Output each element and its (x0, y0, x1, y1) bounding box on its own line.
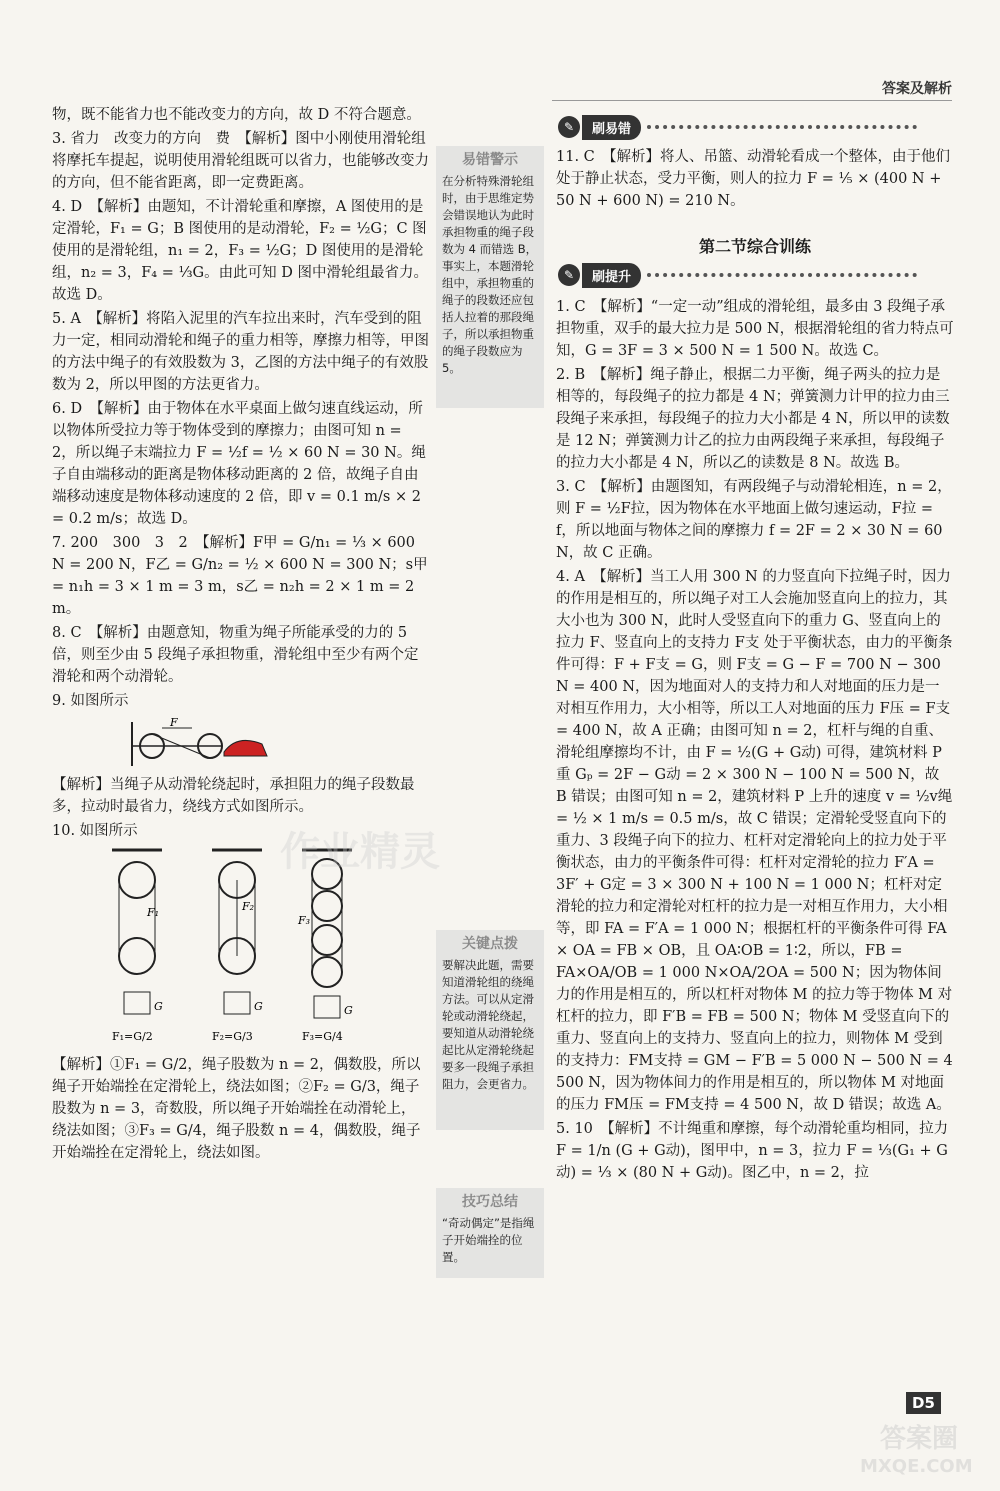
pulley-3 (297, 850, 353, 1043)
f2-formula: F₂=G/3 (212, 1030, 253, 1043)
page-number: D5 (906, 1392, 941, 1414)
header-rule (552, 100, 952, 101)
side-note-title: 技巧总结 (462, 1194, 518, 1210)
f3-label: F₃ (298, 914, 311, 927)
answer-4: 4. D 【解析】由题知，不计滑轮重和摩擦，A 图使用的是定滑轮，F₁ = G；B 图使用的是动滑轮，F₂ = ½G；C 图使用的是滑轮组，n₁ = 2，F₃ = ½G；D 图使用的是滑轮组，n₂ = 3，F₄ = ⅓G。由此可知 D 图中滑轮组最省力。故选 D。 (52, 199, 428, 303)
answer-1: 1. C 【解析】“一定一动”组成的滑轮组，最多由 3 段绳子承担物重，双手的最大拉力是 500 N，根据滑轮组的省力特点可知，G = 3F = 3 × 500 N = 1 500 N。故选 C。 (556, 299, 954, 359)
answer-6: 6. D 【解析】由于物体在水平桌面上做匀速直线运动，所以物体所受拉力等于物体受到的摩擦力；由图可知 n = 2，所以绳子末端拉力 F = ½f = ½ × 60 N = 30 N。绳子自由端移动的距离是物体移动距离的 2 倍，故绳子自由端移动速度是物体移动速度的 2 倍，即 v = 0.1 m/s × 2 = 0.2 m/s；故选 D。 (52, 401, 426, 527)
side-note-tip (436, 1188, 544, 1278)
answer-9-analysis: 【解析】当绳子从动滑轮绕起时，承担阻力的绳子段数最多，拉动时最省力，绕线方式如图所示。 (52, 777, 415, 815)
pulley-1 (112, 850, 163, 1043)
watermark-url: MXQE.COM (860, 1456, 973, 1477)
left-column (52, 104, 430, 1166)
section-label: 刷易错 (582, 115, 641, 140)
right-column-a (556, 146, 954, 214)
answer-3: 3. 省力 改变力的方向 费 【解析】图中小刚使用滑轮组将摩托车提起，说明使用滑轮组既可以省力，也能够改变力的方向，但不能省距离，即一定费距离。 (52, 131, 429, 191)
dotted-divider (647, 125, 917, 129)
answer-text: 物，既不能省力也不能改变力的方向，故 D 不符合题意。 (52, 107, 421, 123)
answer-2: 2. B 【解析】绳子静止，根据二力平衡，绳子两头的拉力是相等的，每段绳子的拉力都是 4 N；弹簧测力计甲的拉力由三段绳子来承担，每段绳子的拉力大小都是 4 N，所以甲的读数是 12 N；弹簧测力计乙的拉力由两段绳子来承担，每段绳子的拉力大小都是 4 N，所以乙的读数是 8 N。故选 B。 (556, 367, 950, 471)
answer-10: 10. 如图所示 (52, 823, 138, 839)
side-note-title: 关键点拨 (462, 936, 518, 952)
answer-7: 7. 200 300 3 2 【解析】F甲 = G/n₁ = ⅓ × 600 N = 200 N，F乙 = G/n₂ = ½ × 600 N = 300 N；s甲 = n₁h = 3 × 1 m = 3 m，s乙 = n₂h = 2 × 1 m = 2 m。 (52, 535, 428, 617)
side-note-key-point (436, 930, 544, 1130)
dotted-divider (647, 273, 917, 277)
f1-formula: F₁=G/2 (112, 1030, 153, 1043)
answer-8: 8. C 【解析】由题意知，物重为绳子所能承受的力的 5 倍，则至少由 5 段绳子承担物重，滑轮组中至少有两个定滑轮和两个动滑轮。 (52, 625, 419, 685)
side-note-title: 易错警示 (462, 152, 518, 168)
brush-icon: ✎ (558, 264, 580, 286)
section-bar-easy-wrong (558, 114, 917, 140)
answer-11: 11. C 【解析】将人、吊篮、动滑轮看成一个整体，由于他们处于静止状态，受力平衡，则人的拉力 F = ⅕ × (400 N + 50 N + 600 N) = 210 N。 (556, 149, 951, 209)
side-note-mistake (436, 146, 544, 408)
g-label: G (344, 1004, 353, 1017)
answer-5: 5. A 【解析】将陷入泥里的汽车拉出来时，汽车受到的阻力一定，相同动滑轮和绳子的重力相等，摩擦力相等，甲图的方法中绳子的有效股数为 3，乙图的方法中绳子的有效股数为 2，所以甲图的方法更省力。 (52, 311, 429, 393)
watermark-logo: 答案圈 (880, 1424, 959, 1454)
section-bar-improve (558, 262, 917, 288)
answer-4: 4. A 【解析】当工人用 300 N 的力竖直向下拉绳子时，因力的作用是相互的，所以绳子对工人会施加竖直向上的拉力，其大小也为 300 N，此时人受竖直向下的重力 G、竖直向上的拉力 F、竖直向上的支持力 F支 处于平衡状态，由力的平衡条件可得：F + F支 = G，则 F支 = G − F = 700 N − 300 N = 400 N，因为地面对人的支持力和人对地面的压力是一对相互作用力，大小相等，所以工人对地面的压力 F压 = F支 = 400 N，故 A 正确；由图可知 n = 2，杠杆与绳的自重、滑轮组摩擦均不计，由 F = ½(G + G动) 可得，建筑材料 P 重 Gₚ = 2F − G动 = 2 × 300 N − 100 N = 500 N，故 B 错误；由图可知 n = 2，建筑材料 P 上升的速度 v = ½v绳 = ½ × 1 m/s = 0.5 m/s，故 C 错误；定滑轮受竖直向下的重力、3 段绳子向下的拉力、杠杆对定滑轮向上的拉力处于平衡状态，由力的平衡条件可得：杠杆对定滑轮的拉力 F′A = 3F′ + G定 = 3 × 300 N + 100 N = 1 000 N；杠杆对定滑轮的拉力和定滑轮对杠杆的拉力是一对相互作用力，大小相等，即 FA = F′A = 1 000 N；根据杠杆的平衡条件可得 FA × OA = FB × OB，且 OA∶OB = 1∶2，所以，FB = FA×OA/OB = 1 000 N×OA/2OA = 500 N；因为物体间力的作用是相互的，所以杠杆对物体 M 的拉力等于物体 M 对杠杆的拉力，即 F′B = FB = 500 N；物体 M 受竖直向下的重力、竖直向上的支持力、竖直向上的拉力，则物体 M 受到的支持力：FM支持 = GM − F′B = 5 000 N − 500 N = 4 500 N，因为物体间力的作用是相互的，所以物体 M 对地面的压力 FM压 = FM支持 = 4 500 N，故 D 错误；故选 A。 (556, 569, 953, 1113)
g-label: G (154, 1000, 163, 1013)
f3-formula: F₃=G/4 (302, 1030, 343, 1043)
watermark-logo: 作业精灵 (280, 829, 440, 875)
f2-label: F₂ (242, 900, 255, 913)
answer-10-analysis: 【解析】①F₁ = G/2，绳子股数为 n = 2，偶数股，所以绳子开始端拴在定滑轮上，绕法如图；②F₂ = G/3，绳子股数为 n = 3，奇数股，所以绳子开始端拴在动滑轮上，绕法如图；③F₃ = G/4，绳子股数 n = 4，偶数股，绳子开始端拴在定滑轮上，绕法如图。 (52, 1057, 421, 1161)
side-note-text: 要解决此题，需要知道滑轮组的绕绳方法。可以从定滑轮或动滑轮绕起，要知道从动滑轮绕起比从定滑轮绕起要多一段绳子承担阻力，会更省力。 (442, 958, 534, 1091)
g-label: G (254, 1000, 263, 1013)
f1-label: F₁ (147, 906, 160, 919)
pulley-2 (212, 850, 263, 1043)
page-header: 答案及解析 (882, 81, 952, 97)
side-note-text: 在分析特殊滑轮组时，由于思维定势会错误地认为此时承担物重的绳子段数为 4 而错选 B，事实上，本题滑轮组中，承担物重的绳子的段数还应包括人拉着的那段绳子，所以承担物重的绳子段数应为 5。 (442, 174, 538, 375)
brush-icon: ✎ (558, 116, 580, 138)
answer-9: 9. 如图所示 (52, 693, 129, 709)
pulley-car-figure (52, 714, 272, 772)
answer-3: 3. C 【解析】由题图知，有两段绳子与动滑轮相连，n = 2，则 F = ½F拉，因为物体在水平地面上做匀速运动，F拉 = f，所以地面与物体之间的摩擦力 f = 2F = 2 × 30 N = 60 N，故 C 正确。 (556, 479, 952, 561)
answer-5: 5. 10 【解析】不计绳重和摩擦，每个动滑轮重均相同，拉力 F = 1/n (G + G动)，图甲中，n = 3，拉力 F = ⅓(G₁ + G动) = ⅓ × (80 N + G动)。图乙中，n = 2，拉 (556, 1121, 949, 1181)
side-note-text: “奇动偶定”是指绳子开始端拴的位置。 (442, 1216, 535, 1264)
figure-9 (52, 714, 430, 774)
right-column-b (556, 296, 954, 1186)
section-title: 第二节综合训练 (698, 237, 811, 256)
force-label: F (170, 716, 178, 729)
section-label: 刷提升 (582, 263, 641, 288)
